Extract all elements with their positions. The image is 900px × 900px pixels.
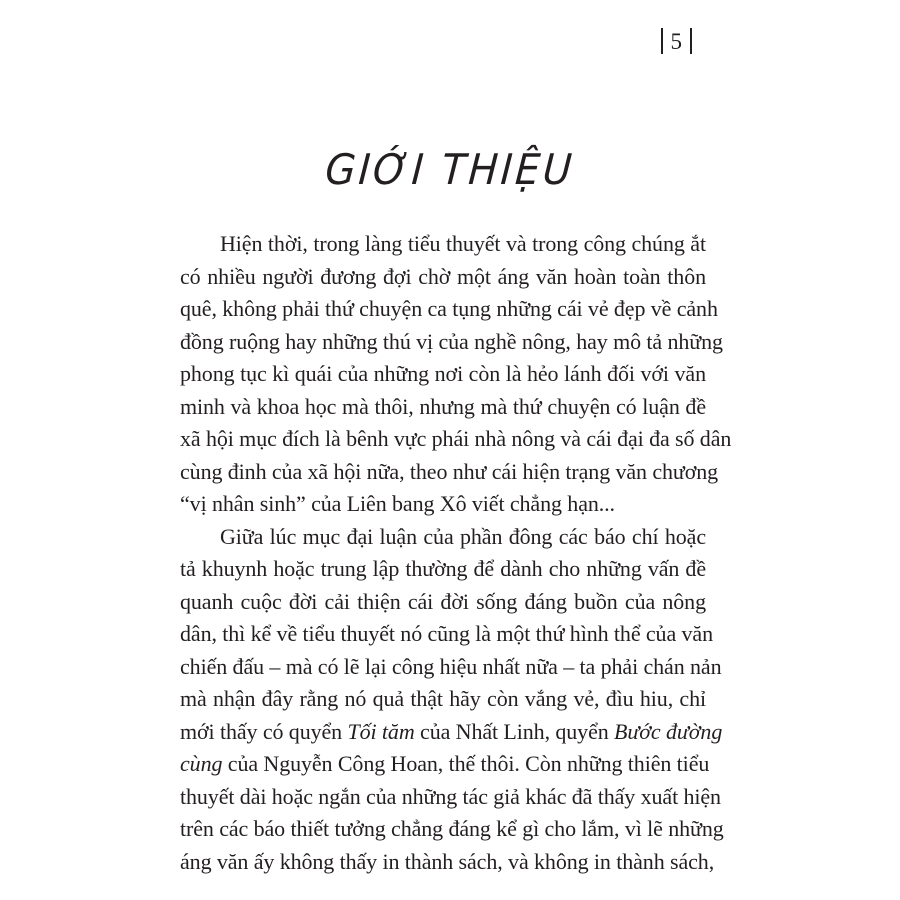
text-run: của Nguyễn Công Hoan, thế thôi. Còn những thiên tiểu — [222, 751, 710, 776]
text-run: mới thấy có quyển — [180, 718, 348, 744]
chapter-title: GIỚI THIỆU — [323, 146, 577, 195]
paragraph-line: đồng ruộng hay những thú vị của nghề nông, hay mô tả những — [180, 328, 723, 354]
paragraph-line: dân, thì kể về tiểu thuyết nó cũng là một thứ hình thể của văn — [180, 621, 713, 646]
text-run: của Nhất Linh, quyển — [414, 718, 615, 744]
book-title-italic: Tối tăm — [347, 718, 415, 744]
paragraph-line: có nhiều người đương đợi chờ một áng văn hoàn toàn thôn — [180, 263, 706, 289]
page-number-value: 5 — [670, 29, 682, 54]
paragraph-line: thuyết dài hoặc ngắn của những tác giả khác đã thấy xuất hiện — [180, 783, 721, 809]
page-number — [653, 28, 701, 55]
paragraph-line-with-italics — [180, 748, 710, 781]
page-number-left-bar — [661, 28, 663, 54]
paragraph-line: Giữa lúc mục đại luận của phần đông các báo chí hoặc — [220, 523, 706, 549]
paragraph-line: quanh cuộc đời cải thiện cái đời sống đáng buồn của nông — [180, 588, 706, 614]
paragraph-2 — [180, 521, 724, 879]
paragraph-line: áng văn ấy không thấy in thành sách, và không in thành sách, — [180, 848, 715, 874]
body-text — [180, 228, 732, 878]
book-title-italic: cùng — [180, 751, 223, 776]
page-number-right-bar — [690, 28, 692, 54]
paragraph-line: Hiện thời, trong làng tiểu thuyết và trong công chúng ắt — [220, 231, 706, 256]
paragraph-line: trên các báo thiết tưởng chẳng đáng kể gì cho lắm, vì lẽ những — [180, 816, 724, 841]
paragraph-line: “vị nhân sinh” của Liên bang Xô viết chẳng hạn... — [180, 491, 615, 516]
paragraph-line: xã hội mục đích là bênh vực phái nhà nông và cái đại đa số dân — [180, 426, 732, 451]
paragraph-line: tả khuynh hoặc trung lập thường để dành cho những vấn đề — [180, 556, 706, 581]
book-title-italic: Bước đường — [614, 718, 723, 744]
paragraph-line: chiến đấu – mà có lẽ lại công hiệu nhất nữa – ta phải chán nản — [180, 653, 722, 679]
paragraph-line: phong tục kì quái của những nơi còn là hẻo lánh đối với văn — [180, 361, 706, 386]
paragraph-line: cùng đinh của xã hội nữa, theo như cái hiện trạng văn chương — [180, 458, 719, 484]
paragraph-1 — [180, 228, 732, 521]
paragraph-line: mà nhận đây rằng nó quả thật hãy còn vắng vẻ, đìu hiu, chỉ — [180, 686, 706, 711]
paragraph-line: minh và khoa học mà thôi, nhưng mà thứ chuyện có luận đề — [180, 393, 706, 419]
paragraph-line-with-italics — [180, 716, 723, 749]
paragraph-line: quê, không phải thứ chuyện ca tụng những cái vẻ đẹp về cảnh — [180, 296, 718, 321]
